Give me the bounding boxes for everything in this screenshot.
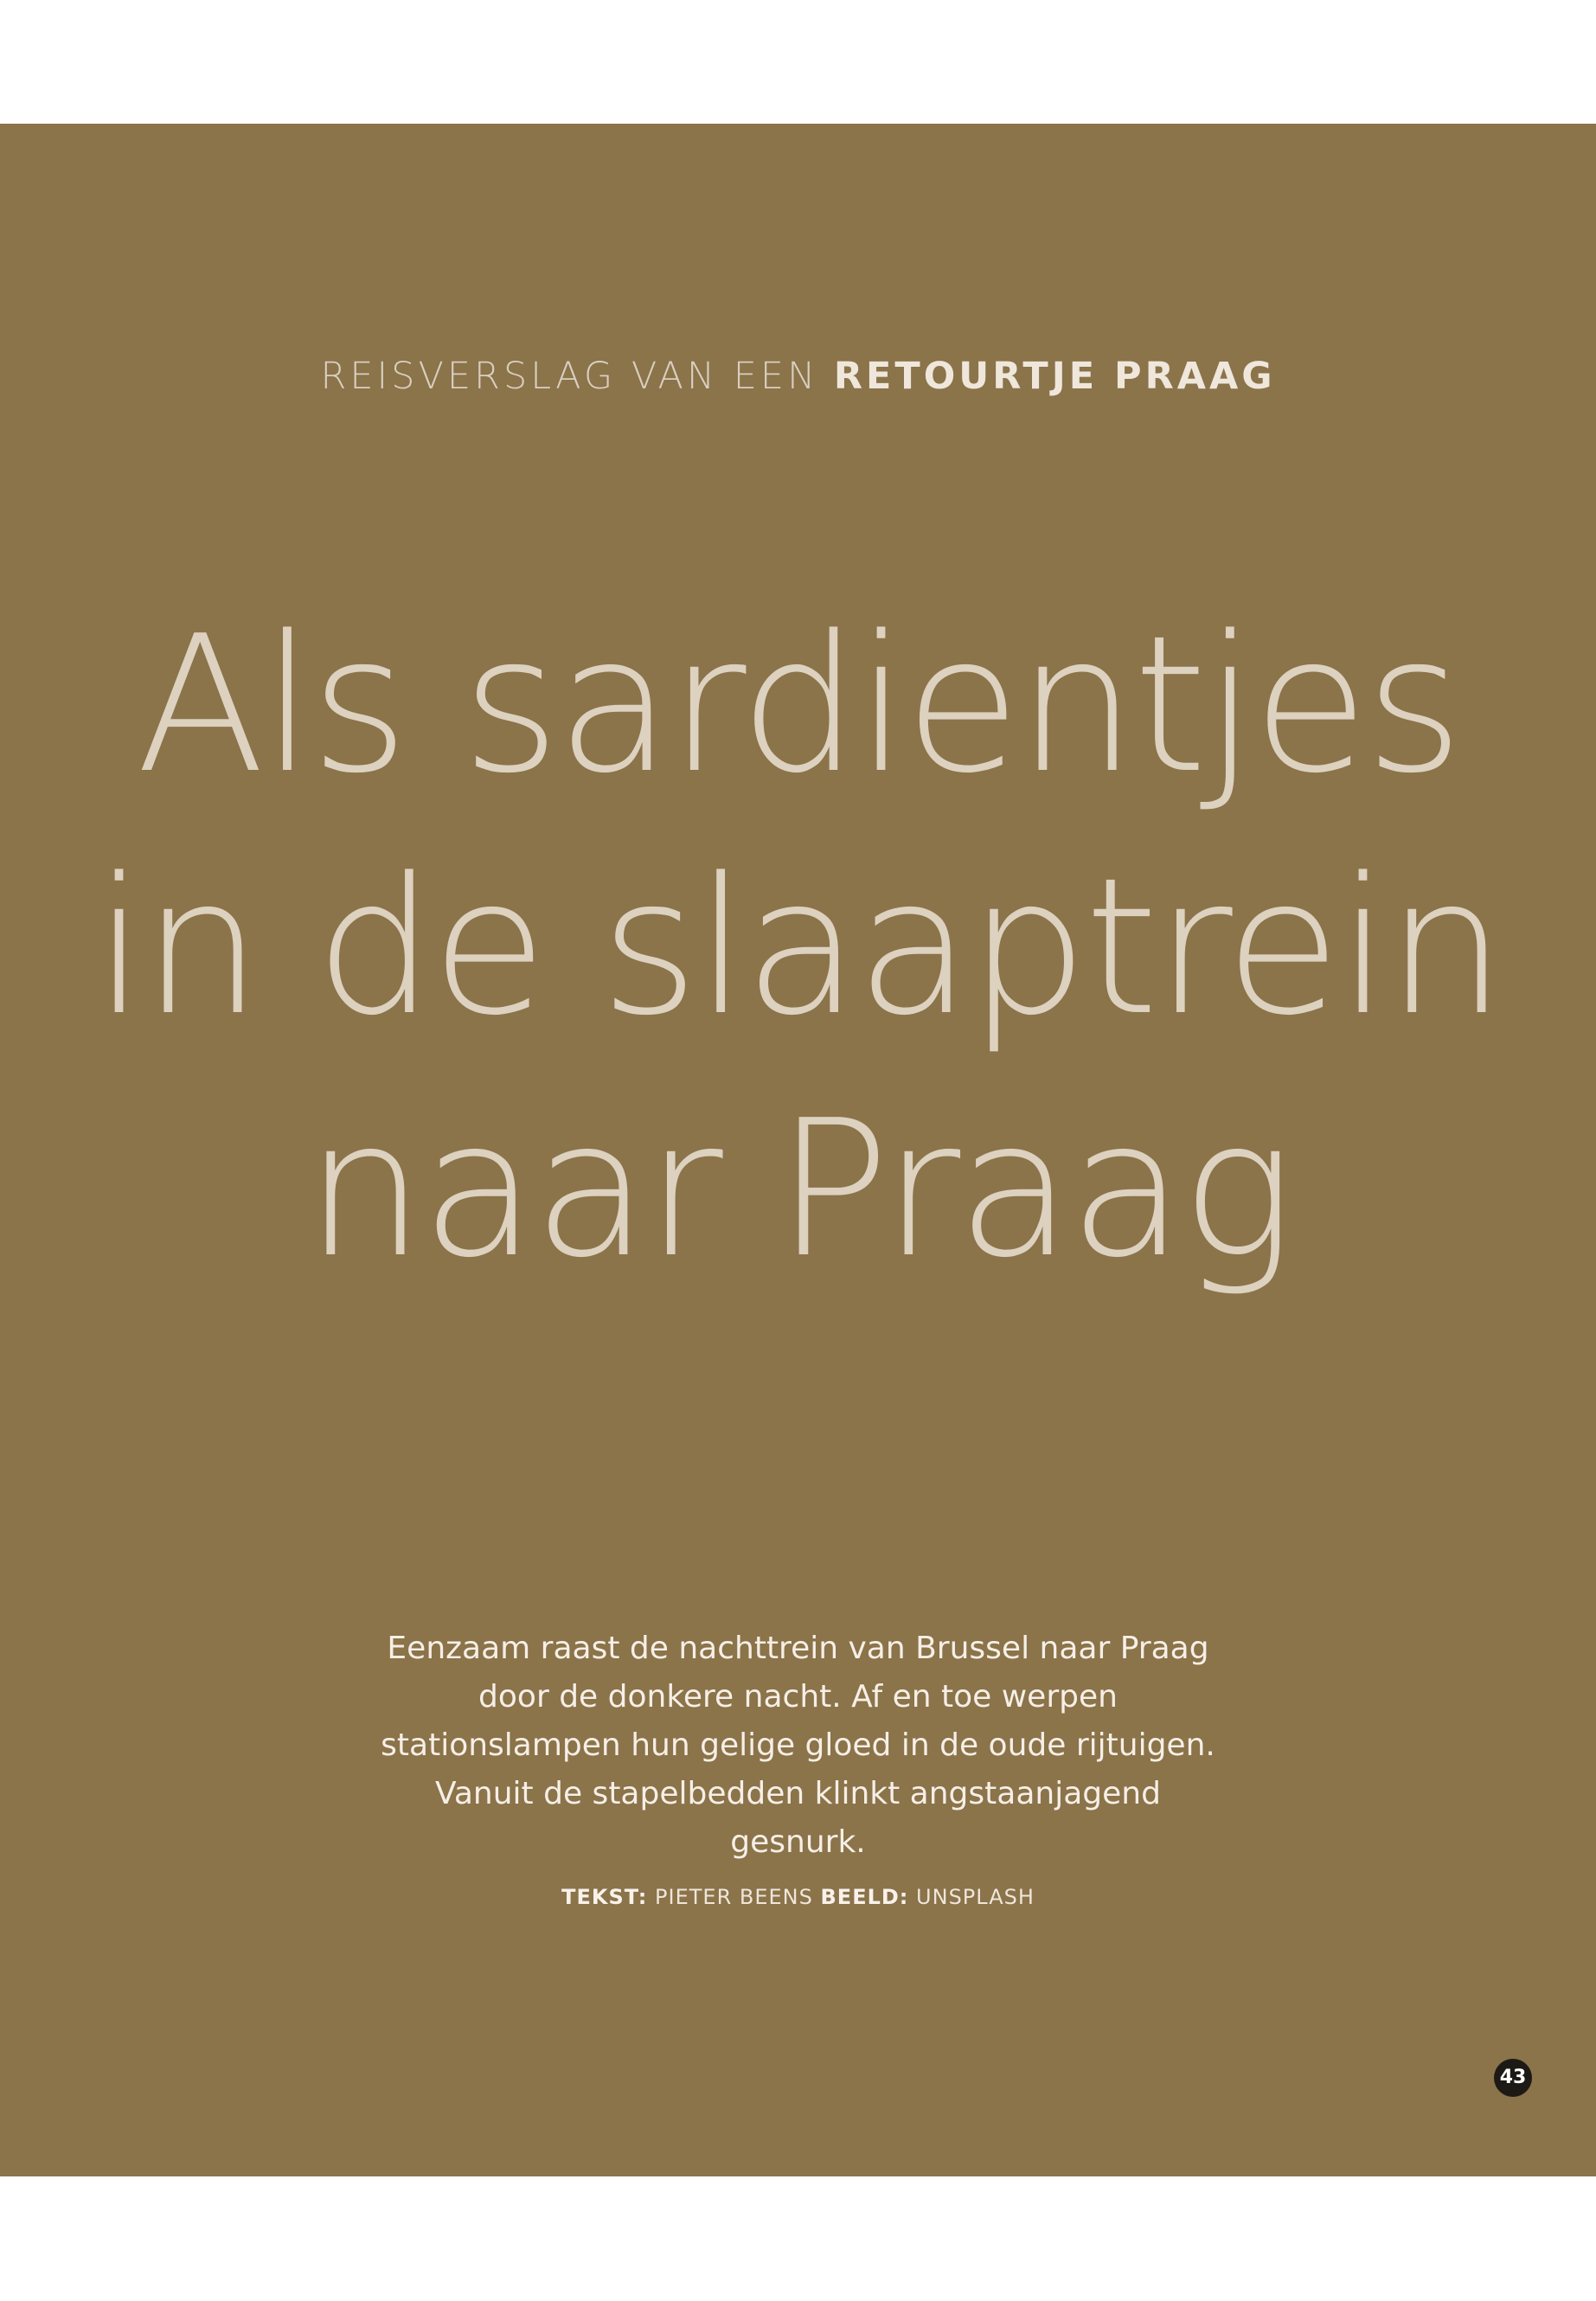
intro-paragraph: Eenzaam raast de nachttrein van Brussel naar Praag door de donkere nacht. Af en toe werpen stationslampen hun gelige gloed in de oude rijtuigen. Vanuit de stapelbedden klinkt angstaanjagend gesnurk. [381, 1631, 1215, 1860]
image-credit-value: UNSPLASH [916, 1885, 1035, 1909]
headline-line-2: in de slaaptrein [93, 838, 1503, 1057]
text-credit-value: PIETER BEENS [655, 1885, 813, 1909]
kicker [0, 350, 1596, 402]
headline [0, 585, 1596, 1311]
kicker-prefix: REISVERSLAG VAN EEN [320, 355, 819, 398]
credits [0, 1881, 1596, 1913]
headline-line-3: naar Praag [304, 1080, 1292, 1299]
headline-line-1: Als sardientjes [136, 596, 1460, 815]
page-number-badge: 43 [1494, 2059, 1532, 2097]
image-credit-label: BEELD: [820, 1885, 909, 1909]
kicker-highlight: RETOURTJE PRAAG [833, 355, 1276, 398]
text-credit-label: TEKST: [561, 1885, 648, 1909]
